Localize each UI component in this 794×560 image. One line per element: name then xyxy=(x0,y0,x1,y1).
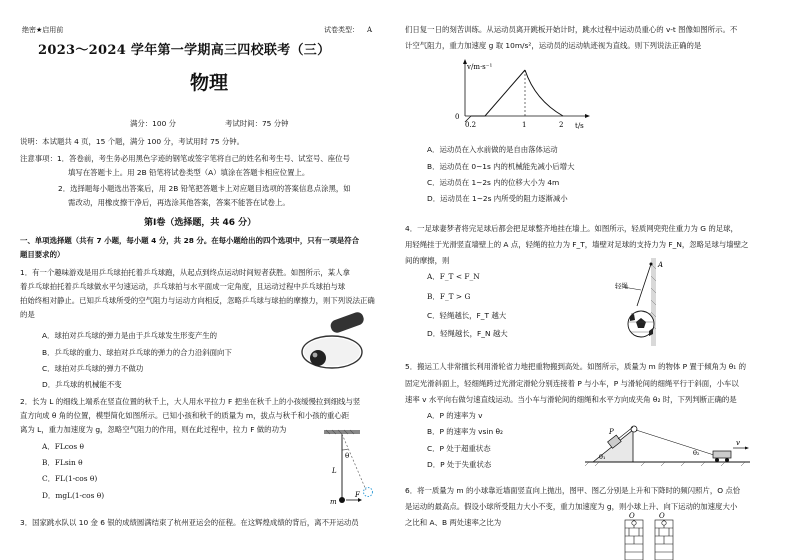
q4-option-c[interactable]: C．轻绳越长，F_T 越大 xyxy=(427,311,507,320)
rope-label: 轻绳 xyxy=(615,282,628,290)
q2-option-c[interactable]: C．FL(1-cos θ) xyxy=(42,474,98,483)
x-tick: 0.2 xyxy=(465,121,477,129)
block-p-label: P xyxy=(609,428,614,436)
pulley-icon xyxy=(631,426,637,432)
rope-icon xyxy=(637,264,651,306)
q1-text: 的是 xyxy=(20,310,35,319)
subject-title: 物理 xyxy=(190,72,229,94)
q4-text: 4．一足球妻梦者将完足球后都会把足球整齐地挂在墙上。如图所示，轻质网兜兜住重力为 G 的足球， xyxy=(405,224,738,233)
section-title: 第Ⅰ卷（选择题，共 46 分） xyxy=(144,218,257,228)
vt-line-rising xyxy=(471,70,525,116)
notes-line: 需改动，用橡皮擦干净后，再选涂其他答案，答案不能答在试卷上。 xyxy=(68,198,290,207)
q2-option-d[interactable]: D．mgL(1-cos θ) xyxy=(42,491,105,500)
q3-text: 计空气阻力，重力加速度 g 取 10m/s²，运动员的运动轨迹视为直线。则下列说法正确的是 xyxy=(405,41,702,50)
q1-option-d[interactable]: D．乒乓球的机械能不变 xyxy=(42,380,122,389)
theta-label: θ xyxy=(345,452,350,460)
q5-option-d[interactable]: D．P 处于失重状态 xyxy=(427,460,492,469)
q1-text: 1．有一个趣味游戏是用乒乓球拍托着乒乓球跑，从起点到终点运动时间短者获胜。如图所示，某人拿 xyxy=(20,268,350,277)
q1-option-b[interactable]: B．乒乓球的重力、球拍对乒乓球的弹力的合力沿斜面向下 xyxy=(42,348,232,357)
score-info: 满分：100 分 xyxy=(130,119,177,128)
theta1-label: θ₁ xyxy=(599,453,606,461)
length-label: L xyxy=(332,467,337,475)
q5-option-a[interactable]: A．P 的速率为 v xyxy=(427,411,483,420)
point-o-label: O xyxy=(629,512,635,520)
q1-option-a[interactable]: A．球拍对乒乓球的弹力是由于乒乓球发生形变产生的 xyxy=(42,331,218,340)
mass-icon xyxy=(339,497,345,503)
q3-option-d[interactable]: D．运动员在 1~2s 内所受的阻力逐渐减小 xyxy=(427,194,568,203)
force-label: F xyxy=(355,491,360,499)
pulley-incline-figure xyxy=(585,418,755,468)
y-axis-label: v/m·s⁻¹ xyxy=(467,63,493,71)
ball-icon xyxy=(310,350,326,366)
confidential-label: 绝密★启用前 xyxy=(22,26,64,34)
q5-option-b[interactable]: B．P 的速率为 vsin θ₂ xyxy=(427,427,503,436)
vt-curve-falling xyxy=(525,70,563,116)
q6-text: 之比和 A、B 两处速率之比为 xyxy=(405,518,502,527)
x-tick: 1 xyxy=(522,121,527,129)
rope-line xyxy=(636,430,717,456)
origin-label: 0 xyxy=(455,113,460,121)
q2-text: 离为 L，重力加速度为 g，忽略空气阻力的作用，则在此过程中，拉力 F 做的功为 xyxy=(20,425,287,434)
q2-text: 2．长为 L 的细线上端系在竖直位置的秋千上，大人用水平拉力 F 把坐在秋千上的小孩缓慢拉到细线与竖 xyxy=(20,397,361,406)
exam-type-label: 试卷类型： A xyxy=(324,26,373,34)
q2-text: 直方向成 θ 角的位置，模型简化如图所示。已知小孩和秋千的质量为 m，拔点与秋千和小孩的重心距 xyxy=(20,411,350,420)
q3-text: 们日复一日的刻苦训练。从运动员离开跳板开始计时，跳水过程中运动员重心的 v-t 图像如图所示。不 xyxy=(405,25,738,34)
football-wall-figure xyxy=(613,256,673,348)
point-o-label: O xyxy=(659,512,665,520)
theta2-label: θ₂ xyxy=(693,449,700,457)
q3-option-a[interactable]: A．运动员在入水前做的是自由落体运动 xyxy=(427,145,558,154)
notes-line: 填写在答题卡上。用 2B 铅笔将试卷类型（A）填涂在答题卡相应位置上。 xyxy=(68,168,310,177)
time-info: 考试时间：75 分钟 xyxy=(225,119,289,128)
q4-text: 间的摩擦，则 xyxy=(405,256,450,265)
section-desc: 一、单项选择题（共有 7 小题，每小题 4 分，共 28 分。在每小题给出的四个选项中，只有一项是符合 xyxy=(20,236,360,245)
point-a-label: A xyxy=(658,261,664,269)
section-desc: 题目要求的） xyxy=(20,250,65,259)
exam-title: 2023～2024 学年第一学期高三四校联考（三） xyxy=(38,43,331,58)
q3-option-c[interactable]: C．运动员在 1~2s 内的位移大小为 4m xyxy=(427,178,560,187)
q4-option-d[interactable]: D．轻绳越长，F_N 越大 xyxy=(427,329,508,338)
ball-icon xyxy=(662,521,666,525)
q3-text: 3．国家跳水队以 10 金 6 银的成绩圆满结束了杭州亚运会的征程。在这辉煌成绩的背后，离不开运动员 xyxy=(20,518,359,527)
q5-text: 速率 v 水平向右做匀速直线运动。当小车与滑轮间的细绳和水平方向成夹角 θ₂ 时，下列判断正确的是 xyxy=(405,395,737,404)
q2-option-a[interactable]: A．FLcos θ xyxy=(42,442,84,451)
q1-option-c[interactable]: C．球拍对乒乓球的弹力不做功 xyxy=(42,364,144,373)
q1-text: 拍始终相对静止。已知乒乓球所受的空气阻力与运动方向相反，忽略乒乓球与球拍的摩擦力，则下列说法正确 xyxy=(20,296,375,305)
instruction-line: 说明：本试题共 4 页，15 个题，满分 100 分，考试用时 75 分钟。 xyxy=(20,137,245,146)
q3-option-b[interactable]: B．运动员在 0~1s 内的机械能先减小后增大 xyxy=(427,162,575,171)
q5-text: 固定光滑斜面上，轻细绳跨过光滑定滑轮分别连接着 P 与小车，P 与滑轮间的细绳平行于斜面，小车以 xyxy=(405,379,739,388)
velocity-label: v xyxy=(736,439,740,447)
x-axis-label: t/s xyxy=(575,122,584,130)
q6-text: 6．将一质量为 m 的小球靠近墙面竖直向上抛出，图甲、图乙分别是上升和下降时的频闪照片，O 点恰 xyxy=(405,486,741,495)
q5-text: 5．搬运工人非常擅长利用滑轮省力地把重物搬到高处。如图所示，质量为 m 的物体 P 置于倾角为 θ₁ 的 xyxy=(405,362,746,371)
ball-icon xyxy=(632,521,636,525)
q5-option-c[interactable]: C．P 处于超重状态 xyxy=(427,444,491,453)
notes-line: 注意事项：1．答卷前，考生务必用黑色字迹的钢笔或签字笔将自己的姓名和考生号、试室号、座位号 xyxy=(20,154,350,163)
swing-figure xyxy=(310,428,390,508)
x-tick: 2 xyxy=(559,121,564,129)
q1-text: 着乒乓球拍托着乒乓球做水平匀速运动，乒乓球拍与水平面成一定角度，且运动过程中乒乓球拍与球 xyxy=(20,282,346,291)
cart-icon xyxy=(713,451,731,458)
strobe-photo-figure xyxy=(619,512,679,560)
mass-label: m xyxy=(330,498,337,506)
q2-option-b[interactable]: B．FLsin θ xyxy=(42,458,83,467)
q3-vt-graph xyxy=(445,56,595,134)
q4-text: 用轻绳挂于光滑竖直墙壁上的 A 点，轻绳的拉力为 F_T，墙壁对足球的支持力为 F_N，忽略足球与墙壁之 xyxy=(405,240,749,249)
q4-option-b[interactable]: B．F_T > G xyxy=(427,292,471,301)
notes-line: 2．选择题每小题选出答案后，用 2B 铅笔把答题卡上对应题目选项的答案信息点涂黑，如 xyxy=(58,184,351,193)
q4-option-a[interactable]: A．F_T < F_N xyxy=(427,272,480,281)
ping-pong-paddle-figure xyxy=(290,310,380,376)
q6-text: 是运动的最高点。假设小球所受阻力大小不变，重力加速度为 g，则小球上升、向下运动的加速度大小 xyxy=(405,502,738,511)
